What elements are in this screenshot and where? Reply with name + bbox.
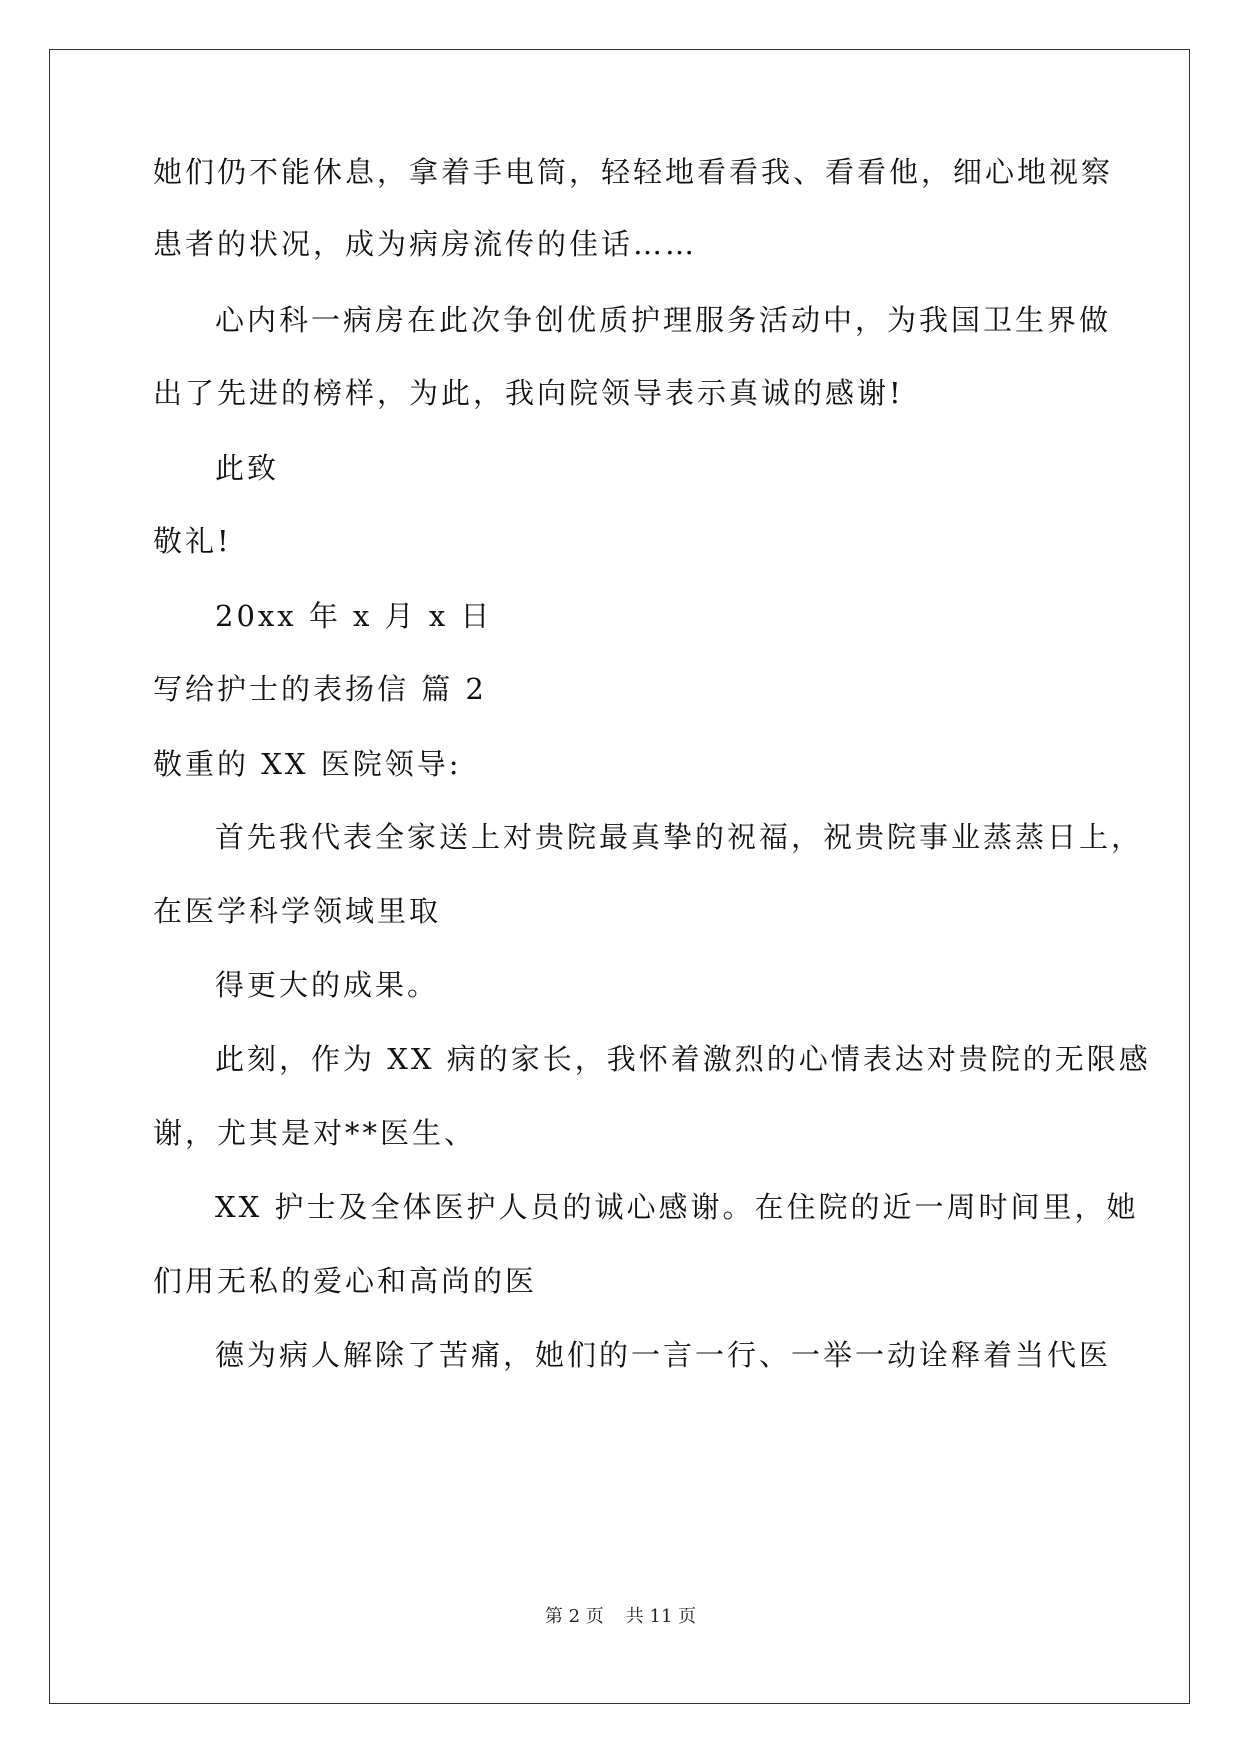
- text-line-1: 她们仍不能休息，拿着手电筒，轻轻地看看我、看看他，细心地视察: [153, 155, 1114, 189]
- text-line-16: 们用无私的爱心和高尚的医: [153, 1264, 538, 1298]
- text-line-3: 心内科一病房在此次争创优质护理服务活动中，为我国卫生界做: [215, 303, 1112, 337]
- text-line-10: 首先我代表全家送上对贵院最真挚的祝福，祝贵院事业蒸蒸日上，: [215, 820, 1144, 854]
- section-heading: 写给护士的表扬信 篇 2: [153, 672, 487, 706]
- text-line-13: 此刻，作为 XX 病的家长，我怀着激烈的心情表达对贵院的无限感: [215, 1042, 1151, 1076]
- text-line-14: 谢，尤其是对**医生、: [153, 1116, 477, 1150]
- page-number: 第 2 页: [544, 1606, 604, 1627]
- text-line-2: 患者的状况，成为病房流传的佳话……: [153, 227, 698, 261]
- page-total: 共 11 页: [625, 1606, 697, 1627]
- closing-salutation: 此致: [215, 451, 280, 485]
- closing-regards: 敬礼!: [153, 524, 232, 558]
- text-line-11: 在医学科学领域里取: [153, 894, 442, 928]
- page-border: [49, 49, 1190, 1704]
- text-line-12: 得更大的成果。: [215, 968, 440, 1002]
- page-footer: [0, 1606, 1241, 1628]
- text-line-15: XX 护士及全体医护人员的诚心感谢。在住院的近一周时间里，她: [215, 1190, 1139, 1224]
- text-line-4: 出了先进的榜样，为此，我向院领导表示真诚的感谢!: [153, 376, 904, 410]
- letter-greeting: 敬重的 XX 医院领导:: [153, 747, 462, 781]
- text-line-17: 德为病人解除了苦痛，她们的一言一行、一举一动诠释着当代医: [215, 1338, 1112, 1372]
- letter-date: 20xx 年 x 月 x 日: [215, 599, 493, 633]
